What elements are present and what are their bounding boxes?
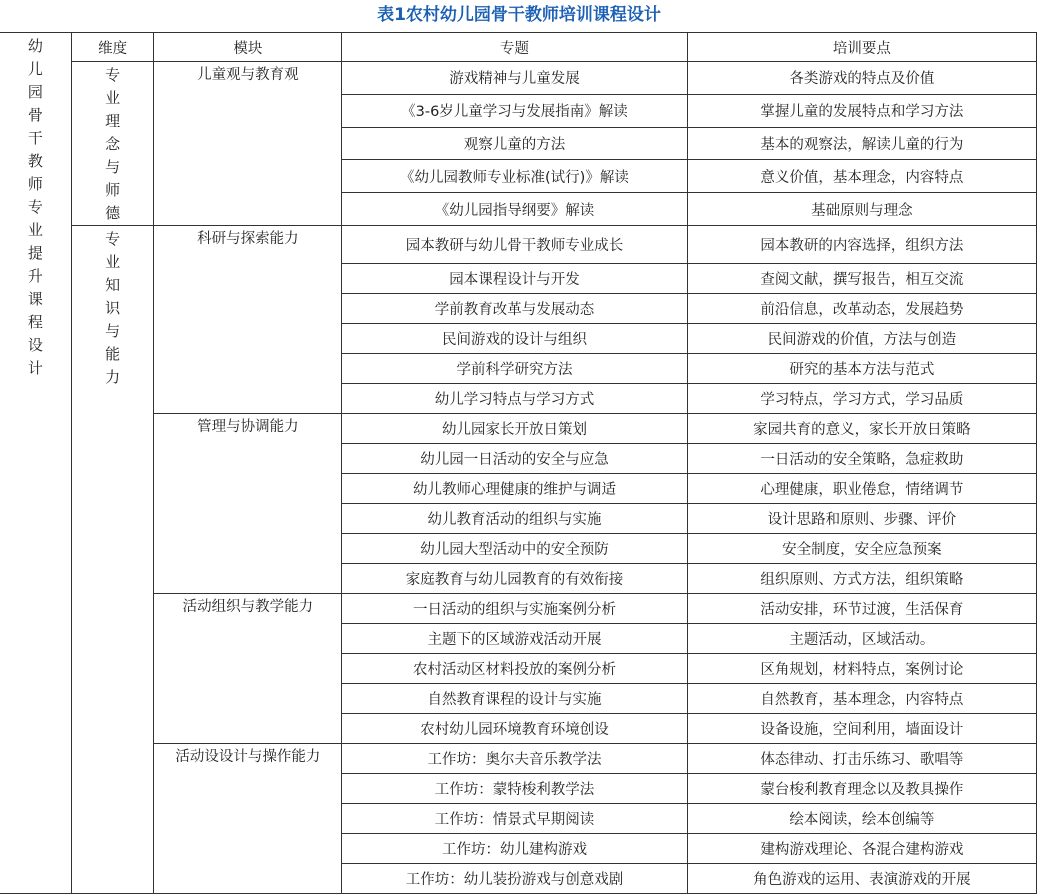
topic-cell: 幼儿教育活动的组织与实施 [342,504,687,534]
topic-cell: 工作坊：奥尔夫音乐教学法 [342,744,687,774]
topic-cell: 自然教育课程的设计与实施 [342,684,687,714]
points-cell: 掌握儿童的发展特点和学习方法 [687,94,1036,127]
header-dimension: 维度 [71,33,154,62]
points-cell: 区角规划，材料特点，案例讨论 [687,654,1036,684]
topic-cell: 家庭教育与幼儿园教育的有效衔接 [342,564,687,594]
points-cell: 主题活动，区域活动。 [687,624,1036,654]
curriculum-table [0,32,1037,894]
points-cell: 安全制度，安全应急预案 [687,534,1036,564]
table-row [0,414,1037,444]
topic-cell: 园本教研与幼儿骨干教师专业成长 [342,226,687,264]
topic-cell: 工作坊：幼儿建构游戏 [342,834,687,864]
points-cell: 活动安排，环节过渡，生活保育 [687,594,1036,624]
points-cell: 研究的基本方法与范式 [687,354,1036,384]
table-row [0,594,1037,624]
table-title: 表1农村幼儿园骨干教师培训课程设计 [377,5,661,25]
table-row [0,226,1037,264]
module-cell: 儿童观与教育观 [154,62,342,226]
module-cell: 科研与探索能力 [154,226,342,414]
header-topic: 专题 [342,33,687,62]
points-cell: 园本教研的内容选择，组织方法 [687,226,1036,264]
topic-cell: 幼儿学习特点与学习方式 [342,384,687,414]
header-points: 培训要点 [687,33,1036,62]
header-row [0,33,1037,62]
table-row [0,744,1037,774]
topic-cell: 《幼儿园教师专业标准(试行)》解读 [342,160,687,193]
topic-cell: 学前科学研究方法 [342,354,687,384]
module-cell: 管理与协调能力 [154,414,342,594]
points-cell: 蒙台梭利教育理念以及教具操作 [687,774,1036,804]
points-cell: 建构游戏理论、各混合建构游戏 [687,834,1036,864]
points-cell: 基础原则与理念 [687,193,1036,226]
topic-cell: 一日活动的组织与实施案例分析 [342,594,687,624]
points-cell: 基本的观察法，解读儿童的行为 [687,127,1036,160]
topic-cell: 幼儿园一日活动的安全与应急 [342,444,687,474]
points-cell: 意义价值，基本理念，内容特点 [687,160,1036,193]
points-cell: 学习特点，学习方式，学习品质 [687,384,1036,414]
topic-cell: 农村幼儿园环境教育环境创设 [342,714,687,744]
topic-cell: 主题下的区域游戏活动开展 [342,624,687,654]
course-label-cell: 幼 儿 园 骨 干 教 师 专 业 提 升 课 程 设 计 [0,33,71,894]
topic-cell: 游戏精神与儿童发展 [342,62,687,95]
topic-cell: 园本课程设计与开发 [342,264,687,294]
points-cell: 心理健康，职业倦怠，情绪调节 [687,474,1036,504]
points-cell: 绘本阅读，绘本创编等 [687,804,1036,834]
table-row [0,62,1037,95]
points-cell: 角色游戏的运用、表演游戏的开展 [687,864,1036,894]
points-cell: 家园共育的意义，家长开放日策略 [687,414,1036,444]
points-cell: 一日活动的安全策略，急症救助 [687,444,1036,474]
topic-cell: 农村活动区材料投放的案例分析 [342,654,687,684]
topic-cell: 幼儿园家长开放日策划 [342,414,687,444]
topic-cell: 幼儿教师心理健康的维护与调适 [342,474,687,504]
points-cell: 体态律动、打击乐练习、歌唱等 [687,744,1036,774]
topic-cell: 幼儿园大型活动中的安全预防 [342,534,687,564]
topic-cell: 工作坊：蒙特梭利教学法 [342,774,687,804]
topic-cell: 民间游戏的设计与组织 [342,324,687,354]
points-cell: 查阅文献，撰写报告，相互交流 [687,264,1036,294]
points-cell: 组织原则、方式方法，组织策略 [687,564,1036,594]
topic-cell: 观察儿童的方法 [342,127,687,160]
points-cell: 设备设施，空间利用，墙面设计 [687,714,1036,744]
points-cell: 前沿信息，改革动态，发展趋势 [687,294,1036,324]
module-cell: 活动设设计与操作能力 [154,744,342,894]
points-cell: 民间游戏的价值，方法与创造 [687,324,1036,354]
topic-cell: 学前教育改革与发展动态 [342,294,687,324]
points-cell: 自然教育，基本理念，内容特点 [687,684,1036,714]
topic-cell: 《3-6岁儿童学习与发展指南》解读 [342,94,687,127]
topic-cell: 工作坊：幼儿装扮游戏与创意戏剧 [342,864,687,894]
topic-cell: 工作坊：情景式早期阅读 [342,804,687,834]
dimension-cell: 专 业 知 识 与 能 力 [71,226,154,894]
module-cell: 活动组织与教学能力 [154,594,342,744]
header-module: 模块 [154,33,342,62]
topic-cell: 《幼儿园指导纲要》解读 [342,193,687,226]
points-cell: 各类游戏的特点及价值 [687,62,1036,95]
dimension-cell: 专 业 理 念 与 师 德 [71,62,154,226]
points-cell: 设计思路和原则、步骤、评价 [687,504,1036,534]
